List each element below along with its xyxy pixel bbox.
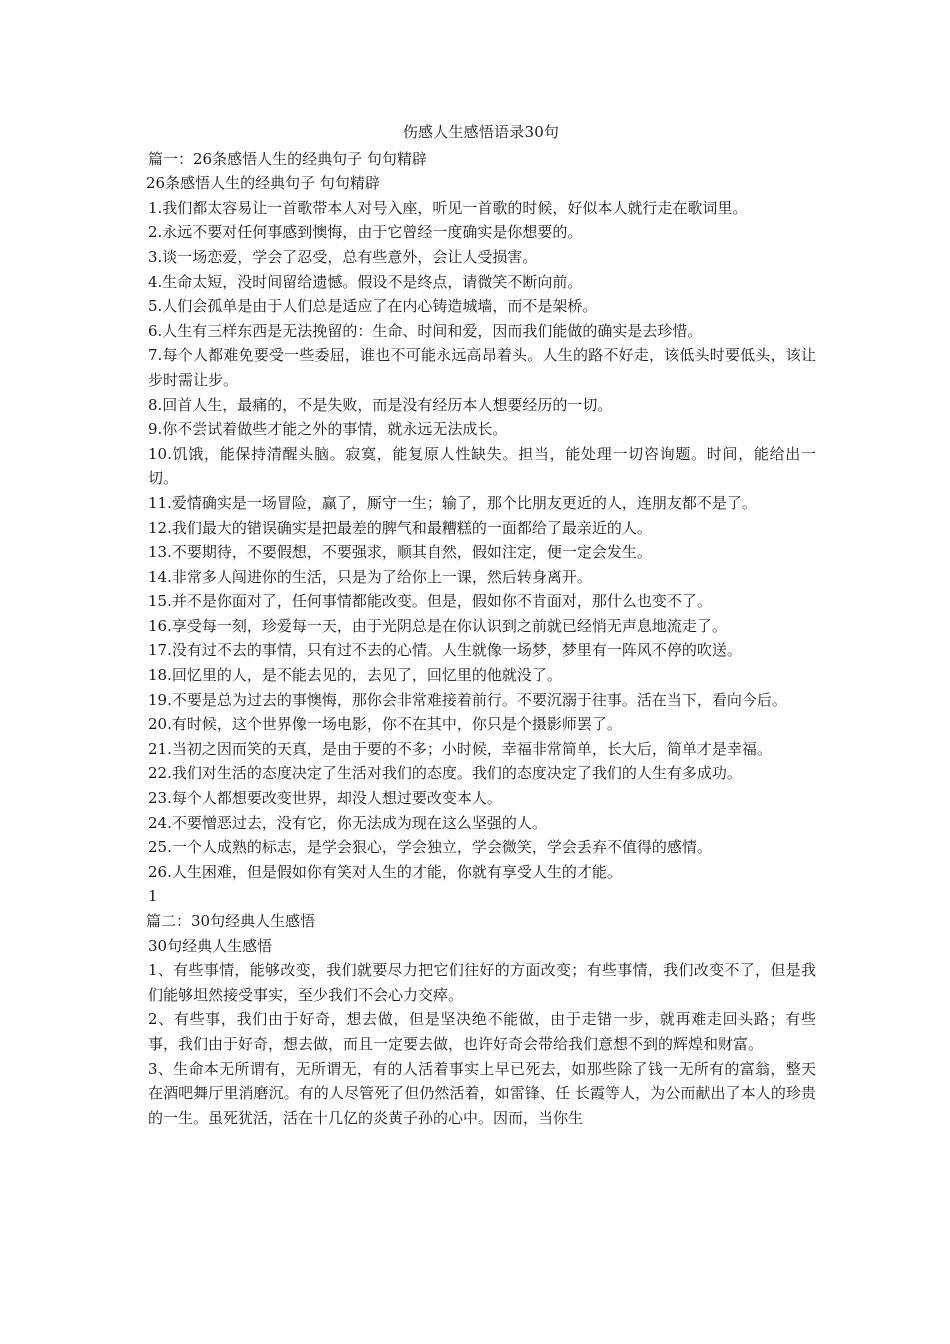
list-item: 23.每个人都想要改变世界，却没人想过要改变本人。 <box>148 789 502 808</box>
section1-heading: 篇一：26条感悟人生的经典句子 句句精辟 <box>148 149 427 168</box>
list-item: 12.我们最大的错误确实是把最差的脾气和最糟糕的一面都给了最亲近的人。 <box>148 518 652 537</box>
page-number: 1 <box>148 887 158 906</box>
list-item: 9.你不尝试着做些才能之外的事情，就永远无法成长。 <box>148 420 508 439</box>
list-item: 3、生命本无所谓有，无所谓无，有的人活着事实上早已死去，如那些除了钱一无所有的富翁，整天在酒吧舞厅里消磨沉。有的人尽管死了但仍然活着，如雷锋、任 长霞等人，为公而献出了本人的珍贵的一生。虽死犹活，活在十几亿的炎黄子孙的心中。因而，当你生 <box>148 1059 816 1127</box>
list-item: 20.有时候，这个世界像一场电影，你不在其中，你只是个摄影师罢了。 <box>148 715 622 734</box>
list-item: 10.饥饿，能保持清醒头脑。寂寞，能复原人性缺失。担当，能处理一切咨询题。时间，能给出一切。 <box>148 444 816 488</box>
list-item: 18.回忆里的人，是不能去见的，去见了，回忆里的他就没了。 <box>148 666 562 685</box>
list-item: 2.永远不要对任何事感到懊悔，由于它曾经一度确实是你想要的。 <box>148 223 583 242</box>
list-item: 14.非常多人闯进你的生活，只是为了给你上一课，然后转身离开。 <box>148 567 592 586</box>
list-item: 22.我们对生活的态度决定了生活对我们的态度。我们的态度决定了我们的人生有多成功。 <box>148 764 742 783</box>
document-page <box>146 120 816 1130</box>
list-item: 11.爱情确实是一场冒险，赢了，厮守一生；输了，那个比朋友更近的人，连朋友都不是了。 <box>148 493 757 512</box>
section1-list <box>146 196 816 885</box>
list-item: 25.一个人成熟的标志，是学会狠心，学会独立，学会微笑，学会丢弃不值得的感情。 <box>148 838 712 857</box>
list-item: 17.没有过不去的事情，只有过不去的心情。人生就像一场梦，梦里有一阵风不停的吹送。 <box>148 641 742 660</box>
list-item: 5.人们会孤单是由于人们总是适应了在内心铸造城墙，而不是架桥。 <box>148 297 598 316</box>
section2-heading: 篇二：30句经典人生感悟 <box>146 912 316 930</box>
section2-subheading: 30句经典人生感悟 <box>148 936 273 955</box>
section2-list <box>146 958 816 1130</box>
list-item: 1.我们都太容易让一首歌带本人对号入座，听见一首歌的时候，好似本人就行走在歌词里。 <box>148 198 748 217</box>
list-item: 13.不要期待，不要假想，不要强求，顺其自然，假如注定，便一定会发生。 <box>148 543 652 562</box>
list-item: 15.并不是你面对了，任何事情都能改变。但是，假如你不肯面对，那什么也变不了。 <box>148 592 712 611</box>
list-item: 7.每个人都难免要受一些委屈，谁也不可能永远高昂着头。人生的路不好走，该低头时要低头，该让步时需让步。 <box>148 346 816 389</box>
list-item: 8.回首人生，最痛的，不是失败，而是没有经历本人想要经历的一切。 <box>148 395 613 414</box>
list-item: 1、有些事情，能够改变，我们就要尽力把它们往好的方面改变；有些事情，我们改变不了，但是我们能够坦然接受事实，至少我们不会心力交瘁。 <box>148 961 816 1004</box>
list-item: 16.享受每一刻，珍爱每一天，由于光阴总是在你认识到之前就已经悄无声息地流走了。 <box>148 616 727 635</box>
document-title: 伤感人生感悟语录30句 <box>402 123 560 141</box>
section1-subheading: 26条感悟人生的经典句子 句句精辟 <box>146 174 380 193</box>
list-item: 26.人生困难，但是假如你有笑对人生的才能，你就有享受人生的才能。 <box>148 862 622 881</box>
list-item: 2、有些事，我们由于好奇，想去做，但是坚决绝不能做，由于走错一步，就再难走回头路；有些事，我们由于好奇，想去做，而且一定要去做，也许好奇会带给我们意想不到的辉煌和财富。 <box>148 1010 816 1053</box>
list-item: 3.谈一场恋爱，学会了忍受，总有些意外，会让人受损害。 <box>148 247 538 266</box>
list-item: 21.当初之因而笑的天真，是由于要的不多；小时候，幸福非常简单，长大后，简单才是幸福。 <box>148 739 772 758</box>
list-item: 19.不要是总为过去的事懊悔，那你会非常难接着前行。不要沉溺于往事。活在当下，看向今后。 <box>148 690 787 709</box>
list-item: 24.不要憎恶过去，没有它，你无法成为现在这么坚强的人。 <box>148 813 547 832</box>
list-item: 6.人生有三样东西是无法挽留的：生命、时间和爱，因而我们能做的确实是去珍惜。 <box>148 321 703 340</box>
list-item: 4.生命太短，没时间留给遗憾。假设不是终点，请微笑不断向前。 <box>148 272 583 291</box>
